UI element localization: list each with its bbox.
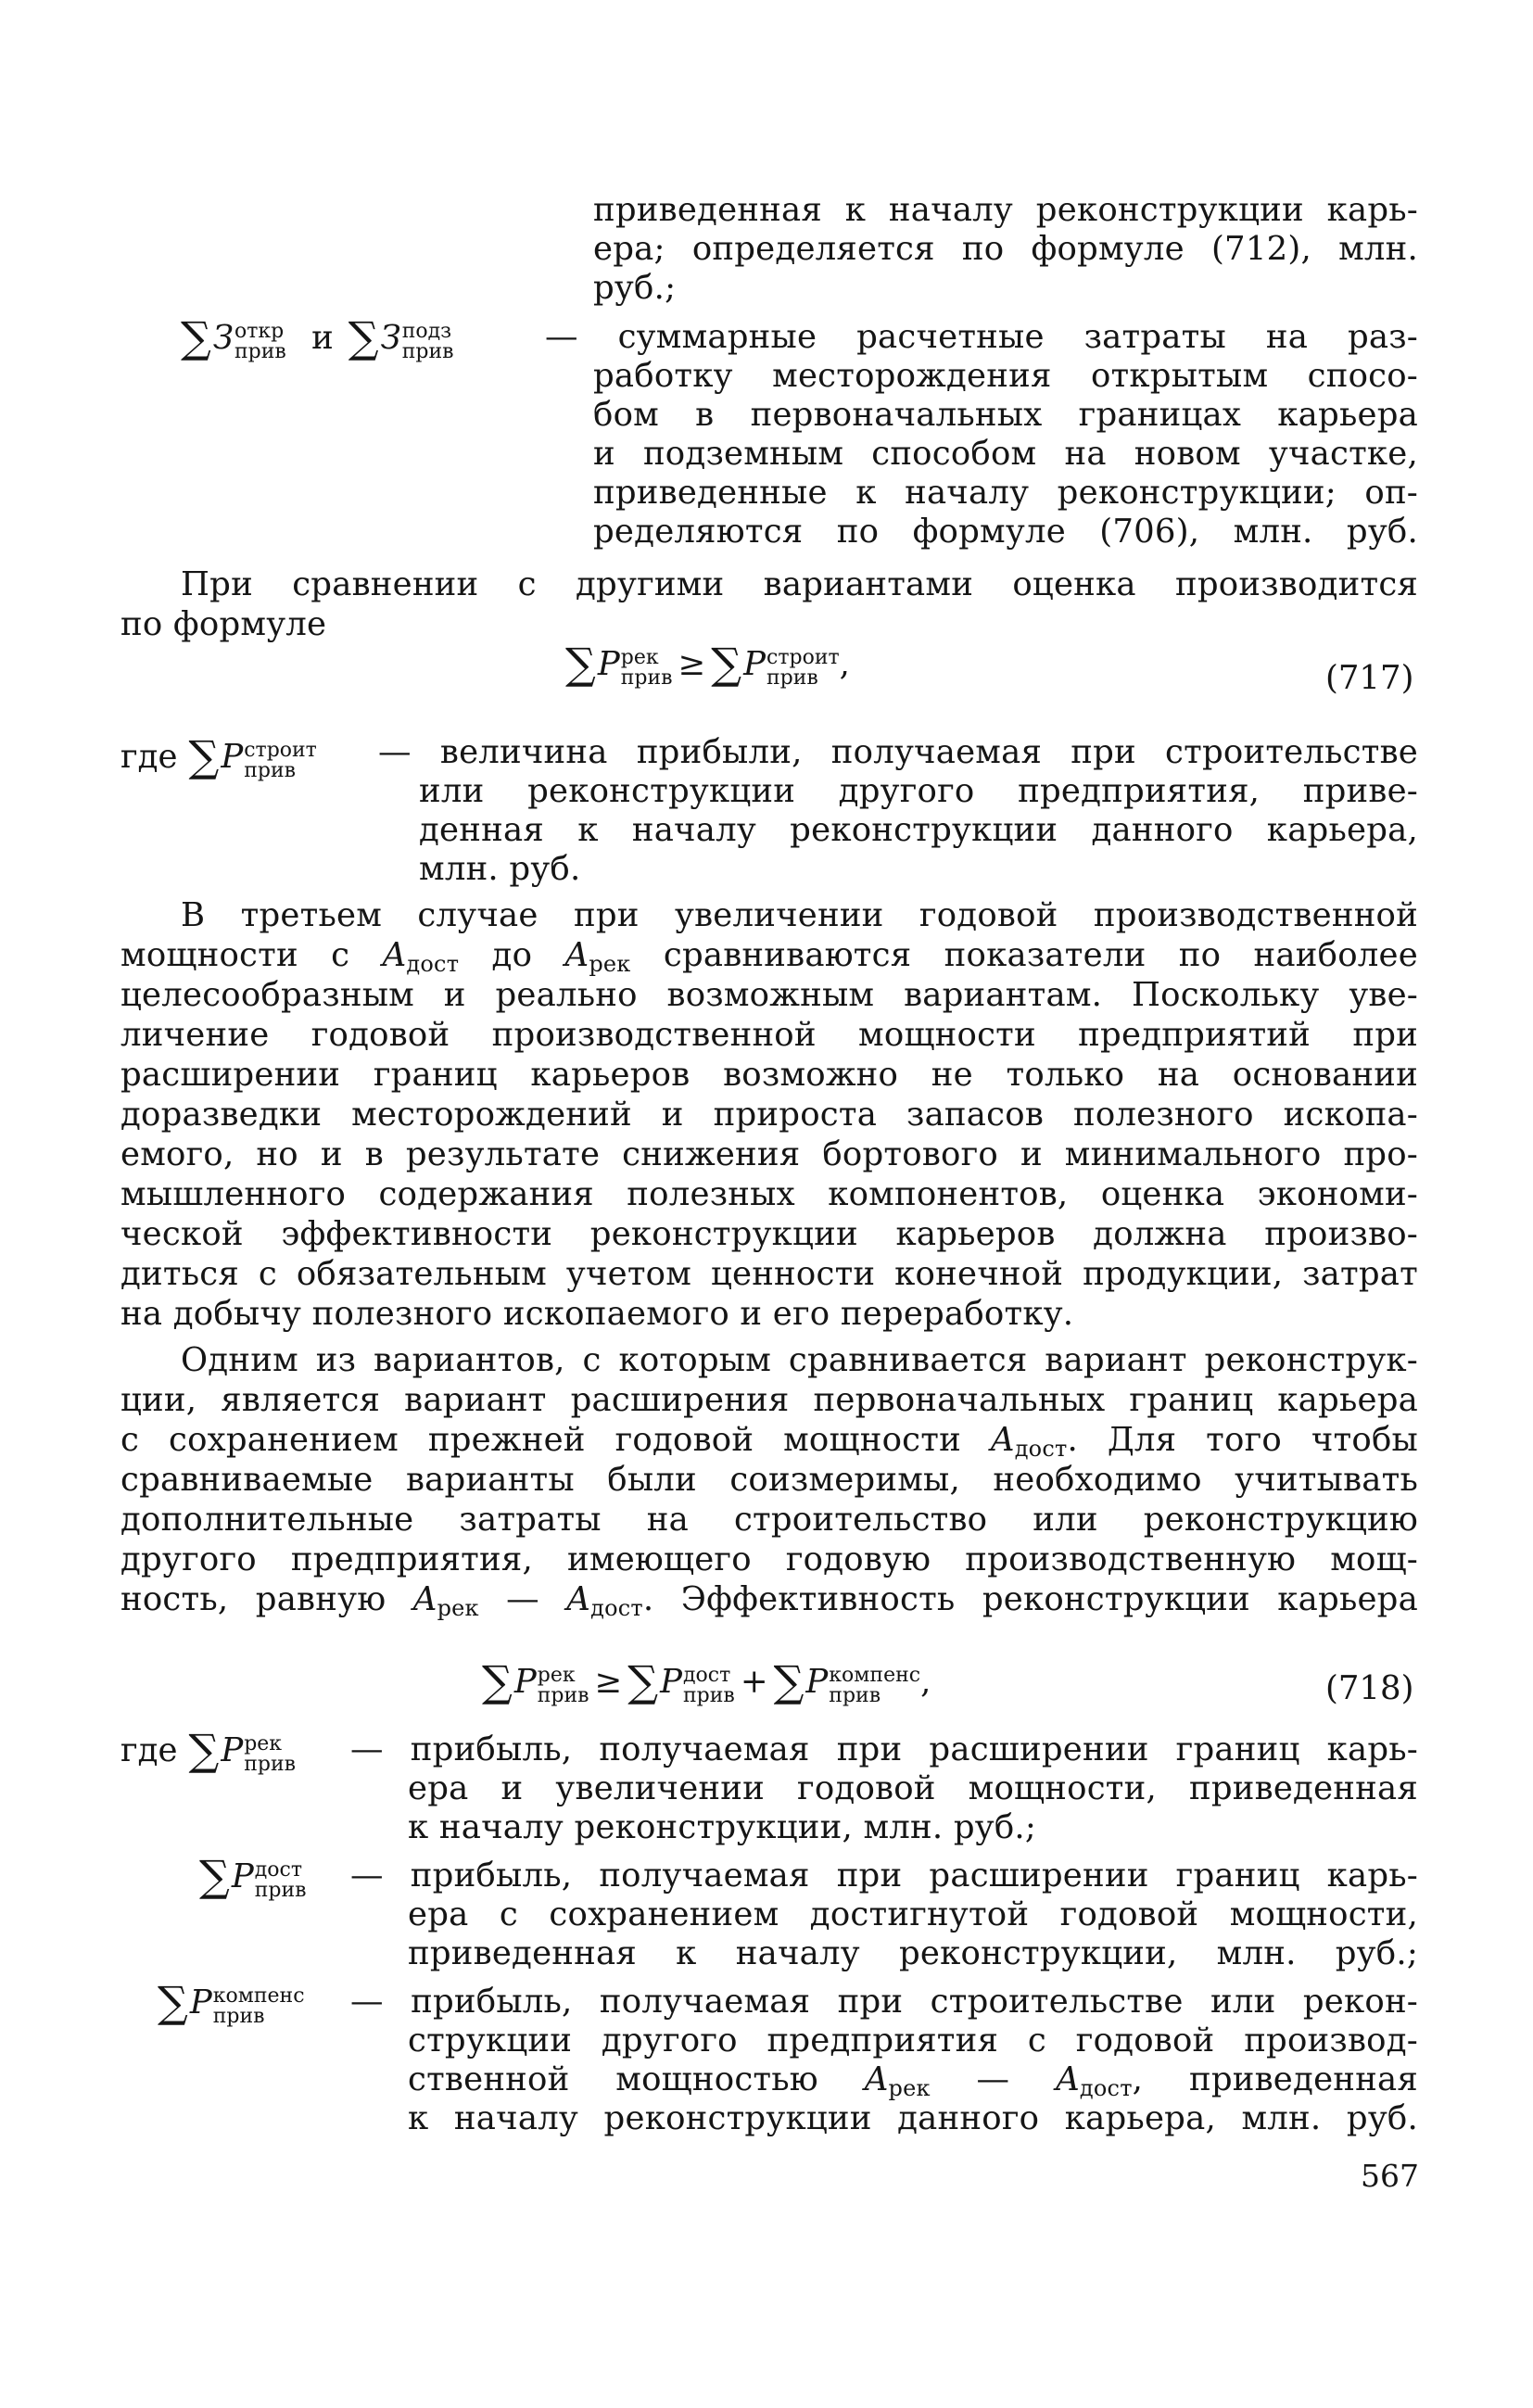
definition-line: струкции другого предприятия с годовой производ-: [408, 2021, 1418, 2059]
sigma-symbol: ∑: [482, 1656, 513, 1706]
paragraph-line: сравниваемые варианты были соизмеримы, необходимо учитывать: [120, 1461, 1418, 1499]
where-symbol-718-3: [158, 1977, 305, 2028]
sigma-symbol: ∑: [199, 1851, 230, 1901]
definition-line: приведенные к началу реконструкции; оп-: [593, 474, 1418, 512]
paragraph-line: расширении границ карьеров возможно не только на основании: [120, 1056, 1418, 1094]
text-run: , приведенная: [1132, 2060, 1418, 2098]
definition-line: ера и увеличении годовой мощности, приведенная: [408, 1769, 1418, 1807]
definition-line: приведенная к началу реконструкции, млн. руб.;: [408, 1934, 1418, 1972]
relation-sign: ≥: [678, 645, 706, 683]
definition-line: ределяются по формуле (706), млн. руб.: [593, 513, 1418, 551]
sigma-symbol: ∑: [565, 639, 596, 689]
page-number: 567: [1361, 2158, 1419, 2194]
subscript: прив: [234, 339, 286, 363]
profit-symbol: P: [660, 1663, 683, 1701]
definition-line: и подземным способом на новом участке,: [593, 435, 1418, 473]
profit-symbol: P: [221, 738, 244, 776]
definition-continuation-line: руб.;: [593, 269, 677, 307]
symbol-sum-costs: [181, 313, 454, 361]
text-run: с сохранением прежней годовой мощности: [120, 1421, 961, 1459]
paragraph-line: по формуле: [120, 605, 327, 643]
text-run: ственной мощностью: [408, 2060, 818, 2098]
superscript: строит: [766, 645, 840, 669]
superscript: откр: [234, 319, 285, 343]
minus-sign: —: [506, 1580, 539, 1618]
subscript: дост: [406, 951, 460, 977]
equation-717: [565, 639, 850, 690]
paragraph-line: другого предприятия, имеющего годовую производственную мощ-: [120, 1540, 1418, 1578]
profit-symbol: P: [805, 1663, 829, 1701]
capacity-symbol: A: [564, 936, 589, 974]
subscript: прив: [244, 758, 296, 782]
sigma-symbol: ∑: [773, 1656, 805, 1706]
definition-line: ера с сохранением достигнутой годовой мощности,: [408, 1895, 1418, 1933]
sigma-symbol: ∑: [348, 312, 379, 362]
sigma-symbol: ∑: [188, 1725, 220, 1775]
profit-symbol: P: [189, 1983, 212, 2021]
subscript: прив: [212, 2004, 265, 2028]
superscript: рек: [244, 1731, 283, 1755]
superscript: рек: [620, 645, 659, 669]
text-run: сравниваются показатели по наиболее: [663, 936, 1418, 974]
definition-line: работку месторождения открытым спосо-: [593, 357, 1418, 395]
where-symbol-718-1: [120, 1725, 296, 1776]
sigma-symbol: ∑: [188, 731, 220, 781]
definition-line: — величина прибыли, получаемая при строительстве: [378, 733, 1418, 771]
sigma-symbol: ∑: [627, 1656, 659, 1706]
paragraph-line: Одним из вариантов, с которым сравнивается вариант реконструк-: [181, 1341, 1418, 1379]
subscript: прив: [401, 339, 454, 363]
punctuation: ,: [839, 645, 850, 683]
relation-sign: ≥: [594, 1663, 623, 1701]
superscript: строит: [244, 738, 317, 762]
subscript: прив: [683, 1683, 735, 1707]
capacity-symbol: A: [990, 1421, 1015, 1459]
capacity-symbol: A: [864, 2060, 889, 2098]
capacity-symbol: A: [1056, 2060, 1080, 2098]
text-run: ность, равную: [120, 1580, 386, 1618]
definition-line: — прибыль, получаемая при расширении границ карь-: [350, 1857, 1418, 1895]
where-word: где: [120, 738, 178, 776]
subscript: прив: [620, 665, 673, 690]
where-symbol-717: [120, 731, 317, 782]
plus-sign: +: [740, 1663, 768, 1701]
definition-continuation-line: приведенная к началу реконструкции карь-: [593, 191, 1418, 229]
profit-symbol: P: [743, 645, 766, 683]
definition-line: или реконструкции другого предприятия, приве-: [419, 772, 1418, 810]
profit-symbol: P: [221, 1731, 244, 1769]
text-run: мощности с: [120, 936, 350, 974]
subscript: рек: [437, 1595, 479, 1621]
conjunction: и: [311, 319, 334, 357]
paragraph-line: ческой эффективности реконструкции карьеров должна произво-: [120, 1215, 1418, 1253]
where-symbol-718-2: [199, 1851, 307, 1902]
paragraph-line: В третьем случае при увеличении годовой производственной: [181, 896, 1418, 934]
equation-718: [482, 1657, 931, 1705]
paragraph-line: При сравнении с другими вариантами оценка производится: [181, 565, 1418, 603]
where-word: где: [120, 1731, 178, 1769]
paragraph-line: на добычу полезного ископаемого и его переработку.: [120, 1295, 1074, 1333]
superscript: подз: [401, 319, 452, 343]
text-run: . Эффективность реконструкции карьера: [642, 1580, 1418, 1618]
capacity-symbol: A: [566, 1580, 591, 1618]
sigma-symbol: ∑: [181, 312, 211, 362]
paragraph-line: ции, является вариант расширения первоначальных границ карьера: [120, 1381, 1418, 1419]
definition-line: — суммарные расчетные затраты на раз-: [545, 318, 1418, 356]
subscript: дост: [1014, 1436, 1068, 1462]
text-run: . Для того чтобы: [1067, 1421, 1418, 1459]
minus-sign: —: [976, 2060, 1010, 2098]
equation-number: (718): [1325, 1669, 1414, 1707]
definition-line: денная к началу реконструкции данного карьера,: [419, 811, 1418, 849]
superscript: компенс: [212, 1983, 305, 2008]
capacity-symbol: A: [412, 1580, 437, 1618]
subscript: рек: [888, 2075, 931, 2101]
definition-continuation-line: ера; определяется по формуле (712), млн.: [593, 230, 1418, 268]
definition-line: бом в первоначальных границах карьера: [593, 396, 1418, 434]
paragraph-line: емого, но и в результате снижения бортового и минимального про-: [120, 1135, 1418, 1173]
paragraph-line: [120, 1579, 1418, 1629]
sigma-symbol: ∑: [711, 639, 742, 689]
superscript: дост: [683, 1663, 731, 1687]
definition-line: млн. руб.: [419, 850, 581, 888]
paragraph-line: мышленного содержания полезных компонентов, оценка экономи-: [120, 1175, 1418, 1213]
paragraph-line: доразведки месторождений и прироста запасов полезного ископа-: [120, 1096, 1418, 1134]
subscript: дост: [590, 1595, 643, 1621]
superscript: дост: [254, 1857, 303, 1882]
superscript: компенс: [829, 1663, 921, 1687]
definition-line: к началу реконструкции, млн. руб.;: [408, 1808, 1037, 1846]
cost-symbol: З: [380, 319, 401, 357]
subscript: дост: [1079, 2075, 1133, 2101]
profit-symbol: P: [231, 1857, 254, 1895]
paragraph-line: дополнительные затраты на строительство или реконструкцию: [120, 1501, 1418, 1539]
cost-symbol: З: [212, 319, 234, 357]
definition-line: к началу реконструкции данного карьера, млн. руб.: [408, 2099, 1418, 2137]
subscript: прив: [254, 1878, 307, 1902]
subscript: прив: [244, 1752, 296, 1776]
subscript: прив: [537, 1683, 589, 1707]
capacity-symbol: A: [382, 936, 407, 974]
subscript: прив: [829, 1683, 881, 1707]
definition-line: — прибыль, получаемая при строительстве или рекон-: [350, 1983, 1418, 2021]
subscript: рек: [589, 951, 631, 977]
profit-symbol: P: [513, 1663, 537, 1701]
profit-symbol: P: [597, 645, 620, 683]
paragraph-line: целесообразным и реально возможным вариантам. Поскольку уве-: [120, 976, 1418, 1014]
text-run: до: [491, 936, 533, 974]
punctuation: ,: [920, 1663, 931, 1701]
equation-number: (717): [1325, 659, 1414, 697]
subscript: прив: [766, 665, 818, 690]
sigma-symbol: ∑: [158, 1977, 188, 2027]
superscript: рек: [537, 1663, 576, 1687]
paragraph-line: личение годовой производственной мощности предприятий при: [120, 1016, 1418, 1054]
definition-line: — прибыль, получаемая при расширении границ карь-: [350, 1730, 1418, 1768]
paragraph-line: диться с обязательным учетом ценности конечной продукции, затрат: [120, 1255, 1418, 1293]
